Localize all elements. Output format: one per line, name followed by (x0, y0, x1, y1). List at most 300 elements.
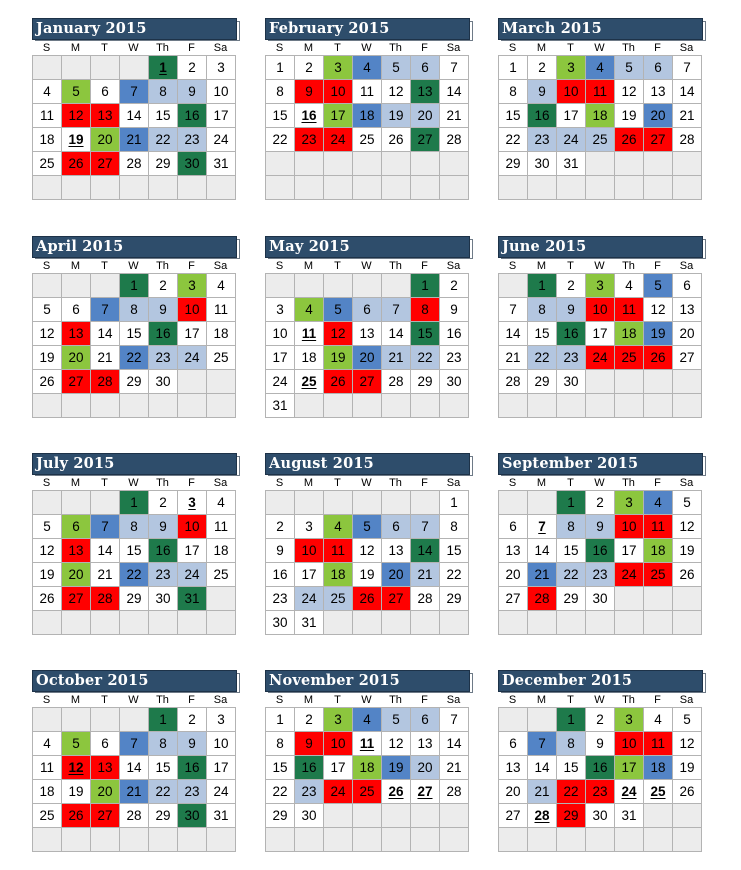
day-cell: 26 (324, 370, 353, 394)
day-cell: 3 (178, 274, 207, 298)
day-cell: 13 (91, 756, 120, 780)
day-cell: 29 (499, 152, 528, 176)
empty-cell (266, 176, 295, 200)
day-cell: 1 (528, 274, 557, 298)
day-cell: 25 (353, 780, 382, 804)
weekday-label: T (101, 694, 108, 706)
day-cell: 15 (440, 539, 469, 563)
day-cell: 21 (120, 128, 149, 152)
day-cell: 18 (644, 539, 673, 563)
weekday-label: M (70, 260, 81, 272)
day-cell: 7 (528, 732, 557, 756)
day-cell: 27 (411, 780, 440, 804)
day-cell: 3 (557, 56, 586, 80)
day-cell: 12 (324, 322, 353, 346)
day-cell: 20 (91, 780, 120, 804)
day-cell: 11 (353, 80, 382, 104)
day-cell: 16 (557, 322, 586, 346)
weekday-label: T (567, 477, 574, 489)
day-cell: 23 (266, 587, 295, 611)
weekday-label: Sa (446, 42, 461, 54)
day-cell: 5 (615, 56, 644, 80)
day-cell: 2 (295, 708, 324, 732)
day-cell: 16 (178, 104, 207, 128)
empty-cell (528, 491, 557, 515)
day-cell: 26 (615, 128, 644, 152)
day-cell: 5 (324, 298, 353, 322)
day-grid (265, 273, 469, 418)
day-cell: 9 (528, 80, 557, 104)
empty-cell (353, 491, 382, 515)
month-calendar (32, 453, 240, 635)
day-cell: 27 (411, 128, 440, 152)
day-cell: 31 (615, 804, 644, 828)
day-cell: 19 (644, 322, 673, 346)
empty-cell (353, 274, 382, 298)
weekday-label: M (536, 260, 547, 272)
day-cell: 4 (353, 56, 382, 80)
day-cell: 27 (673, 346, 702, 370)
day-cell: 4 (324, 515, 353, 539)
empty-cell (120, 611, 149, 635)
day-cell: 26 (382, 128, 411, 152)
day-cell: 13 (62, 539, 91, 563)
empty-cell (528, 708, 557, 732)
day-cell: 27 (499, 587, 528, 611)
empty-cell (149, 394, 178, 418)
empty-cell (615, 370, 644, 394)
day-cell: 4 (207, 491, 236, 515)
day-cell: 8 (557, 515, 586, 539)
weekday-label: F (188, 477, 195, 489)
day-cell: 25 (353, 128, 382, 152)
weekday-header (498, 477, 706, 490)
day-cell: 27 (62, 587, 91, 611)
empty-cell (644, 370, 673, 394)
day-cell: 16 (440, 322, 469, 346)
day-cell: 8 (120, 515, 149, 539)
weekday-label: M (303, 477, 314, 489)
day-cell: 1 (557, 708, 586, 732)
day-cell: 8 (149, 732, 178, 756)
empty-cell (382, 152, 411, 176)
day-cell: 9 (295, 80, 324, 104)
empty-cell (382, 491, 411, 515)
day-cell: 28 (120, 804, 149, 828)
empty-cell (644, 828, 673, 852)
day-cell: 6 (62, 298, 91, 322)
empty-cell (411, 491, 440, 515)
day-cell: 13 (673, 298, 702, 322)
day-cell: 7 (91, 298, 120, 322)
day-cell: 8 (266, 732, 295, 756)
empty-cell (295, 394, 324, 418)
day-cell: 5 (382, 708, 411, 732)
day-cell: 30 (178, 804, 207, 828)
day-cell: 22 (440, 563, 469, 587)
empty-cell (644, 587, 673, 611)
empty-cell (120, 56, 149, 80)
day-cell: 4 (644, 708, 673, 732)
day-cell: 2 (149, 274, 178, 298)
month-title: August 2015 (269, 455, 374, 472)
day-cell: 21 (528, 780, 557, 804)
empty-cell (440, 394, 469, 418)
day-cell: 8 (149, 80, 178, 104)
day-cell: 15 (499, 104, 528, 128)
weekday-label: S (275, 260, 284, 272)
empty-cell (586, 611, 615, 635)
day-cell: 2 (440, 274, 469, 298)
empty-cell (673, 828, 702, 852)
day-cell: 10 (557, 80, 586, 104)
weekday-label: S (508, 694, 517, 706)
day-cell: 16 (528, 104, 557, 128)
day-cell: 29 (120, 587, 149, 611)
day-cell: 22 (266, 780, 295, 804)
day-cell: 30 (528, 152, 557, 176)
weekday-label: Sa (446, 477, 461, 489)
empty-cell (324, 828, 353, 852)
day-cell: 19 (673, 539, 702, 563)
month-calendar (498, 236, 706, 418)
day-cell: 2 (586, 708, 615, 732)
day-cell: 17 (266, 346, 295, 370)
weekday-label: F (188, 694, 195, 706)
month-calendar (32, 236, 240, 418)
day-cell: 20 (644, 104, 673, 128)
day-grid (265, 490, 469, 635)
day-cell: 3 (324, 708, 353, 732)
day-cell: 21 (499, 346, 528, 370)
day-cell: 18 (295, 346, 324, 370)
day-cell: 5 (353, 515, 382, 539)
day-cell: 28 (382, 370, 411, 394)
empty-cell (382, 176, 411, 200)
day-cell: 11 (615, 298, 644, 322)
day-cell: 29 (557, 587, 586, 611)
day-cell: 3 (266, 298, 295, 322)
day-cell: 2 (266, 515, 295, 539)
weekday-label: W (594, 260, 605, 272)
day-cell: 12 (33, 322, 62, 346)
weekday-label: T (334, 694, 341, 706)
day-cell: 23 (295, 128, 324, 152)
day-cell: 30 (557, 370, 586, 394)
day-cell: 1 (120, 274, 149, 298)
day-cell: 9 (557, 298, 586, 322)
day-cell: 12 (615, 80, 644, 104)
empty-cell (266, 152, 295, 176)
empty-cell (586, 152, 615, 176)
weekday-label: T (567, 260, 574, 272)
day-cell: 22 (499, 128, 528, 152)
day-cell: 14 (91, 322, 120, 346)
weekday-label: Th (156, 42, 169, 54)
empty-cell (411, 152, 440, 176)
weekday-label: S (508, 477, 517, 489)
weekday-label: Sa (679, 477, 694, 489)
empty-cell (91, 828, 120, 852)
empty-cell (178, 828, 207, 852)
empty-cell (411, 176, 440, 200)
day-cell: 15 (120, 539, 149, 563)
weekday-header (265, 477, 473, 490)
day-cell: 20 (411, 104, 440, 128)
day-cell: 11 (207, 515, 236, 539)
day-cell: 29 (557, 804, 586, 828)
day-cell: 6 (411, 56, 440, 80)
day-cell: 29 (440, 587, 469, 611)
day-cell: 10 (266, 322, 295, 346)
weekday-label: T (101, 260, 108, 272)
empty-cell (586, 370, 615, 394)
day-cell: 13 (411, 80, 440, 104)
day-cell: 3 (207, 56, 236, 80)
day-cell: 10 (178, 515, 207, 539)
day-cell: 26 (33, 587, 62, 611)
weekday-label: T (567, 42, 574, 54)
day-grid (265, 55, 469, 200)
day-cell: 6 (382, 515, 411, 539)
day-cell: 15 (411, 322, 440, 346)
weekday-label: M (70, 694, 81, 706)
day-cell: 15 (120, 322, 149, 346)
weekday-label: W (594, 477, 605, 489)
day-cell: 8 (528, 298, 557, 322)
day-cell: 24 (178, 346, 207, 370)
empty-cell (644, 394, 673, 418)
day-cell: 13 (499, 756, 528, 780)
empty-cell (411, 804, 440, 828)
day-cell: 29 (411, 370, 440, 394)
empty-cell (673, 370, 702, 394)
empty-cell (295, 176, 324, 200)
day-cell: 12 (673, 732, 702, 756)
day-cell: 21 (120, 780, 149, 804)
empty-cell (33, 394, 62, 418)
day-cell: 17 (207, 756, 236, 780)
day-grid (498, 490, 702, 635)
day-cell: 21 (91, 346, 120, 370)
weekday-label: M (536, 42, 547, 54)
day-cell: 25 (644, 563, 673, 587)
day-cell: 21 (382, 346, 411, 370)
weekday-label: F (421, 42, 428, 54)
day-cell: 16 (586, 756, 615, 780)
day-cell: 24 (295, 587, 324, 611)
empty-cell (615, 828, 644, 852)
day-cell: 19 (382, 104, 411, 128)
day-cell: 27 (91, 804, 120, 828)
empty-cell (33, 708, 62, 732)
empty-cell (382, 804, 411, 828)
day-cell: 19 (382, 756, 411, 780)
day-cell: 22 (149, 780, 178, 804)
empty-cell (33, 828, 62, 852)
day-cell: 19 (62, 128, 91, 152)
day-cell: 9 (178, 80, 207, 104)
empty-cell (266, 274, 295, 298)
empty-cell (149, 828, 178, 852)
empty-cell (353, 611, 382, 635)
day-cell: 30 (266, 611, 295, 635)
weekday-label: T (334, 42, 341, 54)
day-cell: 23 (178, 128, 207, 152)
day-cell: 25 (33, 804, 62, 828)
day-cell: 13 (499, 539, 528, 563)
empty-cell (149, 611, 178, 635)
day-cell: 17 (178, 539, 207, 563)
day-cell: 2 (295, 56, 324, 80)
day-cell: 30 (440, 370, 469, 394)
day-cell: 29 (149, 804, 178, 828)
weekday-label: M (303, 260, 314, 272)
day-cell: 29 (266, 804, 295, 828)
day-cell: 4 (33, 732, 62, 756)
day-cell: 23 (295, 780, 324, 804)
month-title-bar (265, 236, 473, 259)
month-calendar (32, 670, 240, 852)
weekday-label: F (654, 694, 661, 706)
empty-cell (33, 176, 62, 200)
day-cell: 3 (615, 708, 644, 732)
day-cell: 7 (440, 56, 469, 80)
day-cell: 26 (382, 780, 411, 804)
day-cell: 7 (411, 515, 440, 539)
day-cell: 8 (266, 80, 295, 104)
weekday-label: S (275, 694, 284, 706)
day-cell: 27 (382, 587, 411, 611)
empty-cell (499, 274, 528, 298)
day-cell: 20 (411, 756, 440, 780)
day-cell: 11 (586, 80, 615, 104)
day-cell: 11 (295, 322, 324, 346)
day-cell: 6 (62, 515, 91, 539)
month-calendar (265, 670, 473, 852)
day-cell: 11 (33, 104, 62, 128)
day-grid (32, 273, 236, 418)
empty-cell (440, 611, 469, 635)
weekday-label: Th (389, 694, 402, 706)
day-cell: 24 (615, 563, 644, 587)
day-cell: 10 (324, 80, 353, 104)
day-cell: 10 (586, 298, 615, 322)
month-calendar (498, 453, 706, 635)
empty-cell (440, 152, 469, 176)
day-cell: 29 (528, 370, 557, 394)
day-cell: 28 (528, 587, 557, 611)
weekday-label: Th (156, 260, 169, 272)
empty-cell (644, 804, 673, 828)
weekday-label: Sa (213, 42, 228, 54)
day-cell: 6 (499, 732, 528, 756)
day-cell: 17 (324, 104, 353, 128)
day-cell: 26 (673, 563, 702, 587)
weekday-label: Th (389, 42, 402, 54)
day-cell: 8 (120, 298, 149, 322)
day-cell: 6 (411, 708, 440, 732)
day-cell: 30 (586, 587, 615, 611)
day-cell: 28 (673, 128, 702, 152)
weekday-header (265, 42, 473, 55)
empty-cell (149, 176, 178, 200)
day-cell: 7 (91, 515, 120, 539)
day-cell: 25 (586, 128, 615, 152)
day-cell: 26 (62, 152, 91, 176)
day-cell: 26 (353, 587, 382, 611)
month-calendar (498, 670, 706, 852)
empty-cell (295, 274, 324, 298)
empty-cell (615, 611, 644, 635)
empty-cell (324, 394, 353, 418)
day-cell: 11 (207, 298, 236, 322)
weekday-label: Sa (213, 694, 228, 706)
empty-cell (353, 804, 382, 828)
month-title-bar (32, 670, 240, 693)
empty-cell (120, 394, 149, 418)
day-cell: 24 (557, 128, 586, 152)
day-cell: 15 (149, 104, 178, 128)
day-cell: 9 (586, 515, 615, 539)
day-cell: 17 (557, 104, 586, 128)
day-cell: 19 (324, 346, 353, 370)
empty-cell (207, 176, 236, 200)
day-cell: 18 (33, 128, 62, 152)
weekday-label: F (421, 477, 428, 489)
weekday-label: W (361, 260, 372, 272)
day-cell: 22 (266, 128, 295, 152)
day-cell: 18 (207, 322, 236, 346)
empty-cell (91, 394, 120, 418)
weekday-label: W (361, 694, 372, 706)
day-cell: 11 (644, 515, 673, 539)
empty-cell (615, 176, 644, 200)
empty-cell (178, 370, 207, 394)
empty-cell (353, 176, 382, 200)
weekday-label: M (536, 477, 547, 489)
month-title-bar (265, 18, 473, 41)
day-cell: 20 (62, 563, 91, 587)
day-cell: 4 (615, 274, 644, 298)
day-cell: 16 (295, 104, 324, 128)
empty-cell (673, 176, 702, 200)
day-cell: 24 (586, 346, 615, 370)
day-cell: 28 (91, 370, 120, 394)
day-cell: 15 (557, 539, 586, 563)
empty-cell (207, 394, 236, 418)
day-cell: 5 (62, 732, 91, 756)
day-cell: 14 (120, 756, 149, 780)
day-cell: 18 (644, 756, 673, 780)
day-cell: 6 (353, 298, 382, 322)
empty-cell (178, 611, 207, 635)
month-title-bar (265, 670, 473, 693)
empty-cell (615, 394, 644, 418)
empty-cell (207, 611, 236, 635)
empty-cell (411, 394, 440, 418)
day-cell: 26 (33, 370, 62, 394)
empty-cell (91, 274, 120, 298)
day-cell: 7 (499, 298, 528, 322)
empty-cell (499, 491, 528, 515)
weekday-label: W (128, 260, 139, 272)
empty-cell (586, 828, 615, 852)
empty-cell (324, 274, 353, 298)
empty-cell (178, 394, 207, 418)
day-cell: 5 (33, 515, 62, 539)
empty-cell (295, 152, 324, 176)
